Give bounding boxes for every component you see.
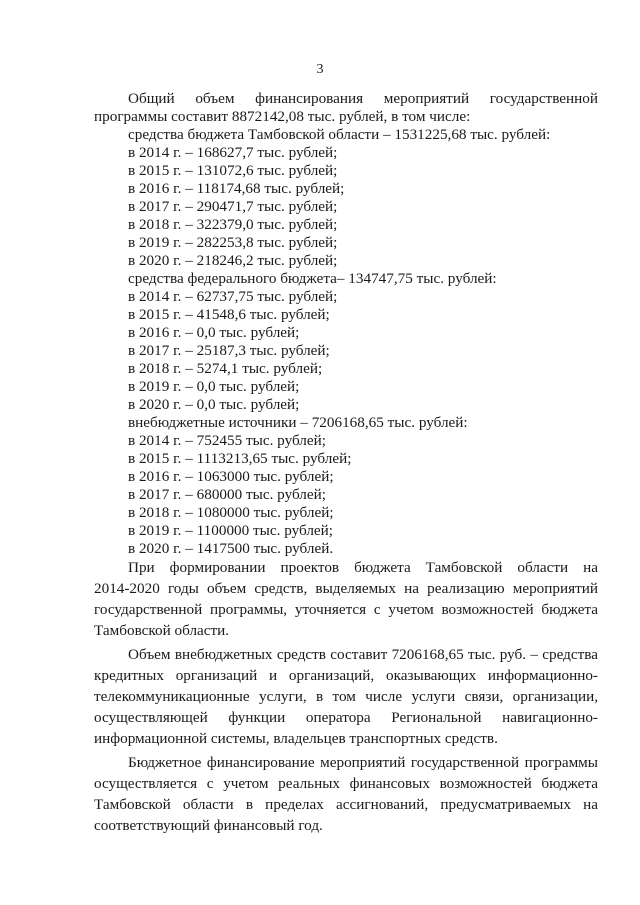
- offbudget-item: в 2014 г. – 752455 тыс. рублей;: [128, 432, 326, 449]
- regional-item: в 2018 г. – 322379,0 тыс. рублей;: [128, 216, 338, 233]
- offbudget-item: в 2019 г. – 1100000 тыс. рублей;: [128, 522, 334, 539]
- intro-line-1: Общий объем финансирования мероприятий государственной: [128, 90, 598, 107]
- federal-item: в 2014 г. – 62737,75 тыс. рублей;: [128, 288, 338, 305]
- offbudget-item: в 2016 г. – 1063000 тыс. рублей;: [128, 468, 334, 485]
- regional-heading: средства бюджета Тамбовской области – 1531225,68 тыс. рублей:: [128, 126, 551, 143]
- para3-line-3: Тамбовской области в пределах ассигнований, предусматриваемых на: [94, 796, 598, 813]
- para2-line-4: осуществляющей функции оператора Региональной навигационно-: [94, 709, 598, 726]
- federal-heading: средства федерального бюджета– 134747,75 тыс. рублей:: [128, 270, 497, 287]
- regional-item: в 2017 г. – 290471,7 тыс. рублей;: [128, 198, 338, 215]
- para1-line-2: 2014-2020 годы объем средств, выделяемых на реализацию мероприятий: [94, 580, 598, 597]
- offbudget-item: в 2017 г. – 680000 тыс. рублей;: [128, 486, 326, 503]
- para3-line-4: соответствующий финансовый год.: [94, 817, 323, 834]
- federal-item: в 2020 г. – 0,0 тыс. рублей;: [128, 396, 300, 413]
- offbudget-heading: внебюджетные источники – 7206168,65 тыс. рублей:: [128, 414, 468, 431]
- para2-line-2: кредитных организаций и организаций, оказывающих информационно-: [94, 667, 598, 684]
- para3-line-2: осуществляется с учетом реальных финансовых возможностей бюджета: [94, 775, 598, 792]
- para3-line-1: Бюджетное финансирование мероприятий государственной программы: [128, 754, 598, 771]
- federal-item: в 2016 г. – 0,0 тыс. рублей;: [128, 324, 300, 341]
- para1-line-1: При формировании проектов бюджета Тамбовской области на: [128, 559, 598, 576]
- intro-line-2: программы составит 8872142,08 тыс. рублей, в том числе:: [94, 108, 471, 125]
- offbudget-item: в 2015 г. – 1113213,65 тыс. рублей;: [128, 450, 352, 467]
- para2-line-1: Объем внебюджетных средств составит 7206168,65 тыс. руб. – средства: [128, 646, 598, 663]
- page-number: 3: [316, 62, 324, 77]
- offbudget-item: в 2018 г. – 1080000 тыс. рублей;: [128, 504, 334, 521]
- federal-item: в 2018 г. – 5274,1 тыс. рублей;: [128, 360, 323, 377]
- regional-item: в 2015 г. – 131072,6 тыс. рублей;: [128, 162, 338, 179]
- regional-item: в 2019 г. – 282253,8 тыс. рублей;: [128, 234, 338, 251]
- para2-line-3: телекоммуникационные услуги, в том числе услуги связи, организации,: [94, 688, 598, 705]
- offbudget-item: в 2020 г. – 1417500 тыс. рублей.: [128, 540, 334, 557]
- para1-line-3: государственной программы, уточняется с учетом возможностей бюджета: [94, 601, 598, 618]
- regional-item: в 2016 г. – 118174,68 тыс. рублей;: [128, 180, 345, 197]
- federal-item: в 2019 г. – 0,0 тыс. рублей;: [128, 378, 300, 395]
- federal-item: в 2015 г. – 41548,6 тыс. рублей;: [128, 306, 330, 323]
- regional-item: в 2020 г. – 218246,2 тыс. рублей;: [128, 252, 338, 269]
- para1-line-4: Тамбовской области.: [94, 622, 230, 639]
- regional-item: в 2014 г. – 168627,7 тыс. рублей;: [128, 144, 338, 161]
- para2-line-5: информационной системы, владельцев транспортных средств.: [94, 730, 498, 747]
- federal-item: в 2017 г. – 25187,3 тыс. рублей;: [128, 342, 330, 359]
